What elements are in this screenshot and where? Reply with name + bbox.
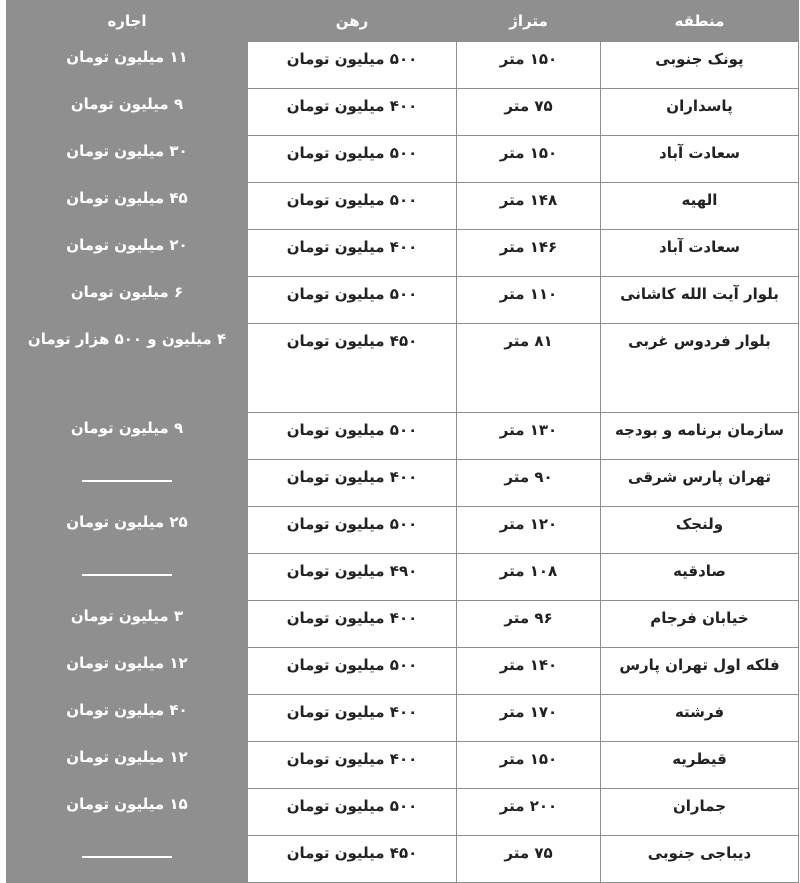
table-row <box>7 413 799 460</box>
cell-region: قیطریه <box>601 742 799 789</box>
cell-deposit: ۵۰۰ میلیون تومان <box>248 648 457 695</box>
cell-deposit: ۴۰۰ میلیون تومان <box>248 742 457 789</box>
cell-deposit: ۵۰۰ میلیون تومان <box>248 413 457 460</box>
cell-area: ۱۲۰ متر <box>457 507 601 554</box>
cell-rent: ۳ میلیون تومان <box>7 601 248 648</box>
cell-area: ۱۳۰ متر <box>457 413 601 460</box>
table-row <box>7 601 799 648</box>
cell-area: ۱۴۶ متر <box>457 230 601 277</box>
cell-deposit: ۴۵۰ میلیون تومان <box>248 324 457 413</box>
table-row <box>7 554 799 601</box>
table-body <box>7 42 799 883</box>
cell-deposit: ۴۰۰ میلیون تومان <box>248 601 457 648</box>
table-header-row <box>7 1 799 42</box>
cell-deposit: ۵۰۰ میلیون تومان <box>248 42 457 89</box>
empty-dash <box>82 480 172 482</box>
cell-area: ۱۵۰ متر <box>457 136 601 183</box>
cell-rent-empty <box>7 554 248 601</box>
table-row <box>7 460 799 507</box>
cell-region: ولنجک <box>601 507 799 554</box>
cell-area: ۱۵۰ متر <box>457 42 601 89</box>
cell-rent: ۱۱ میلیون تومان <box>7 42 248 89</box>
table-row <box>7 789 799 836</box>
cell-deposit: ۵۰۰ میلیون تومان <box>248 507 457 554</box>
cell-region: صادقیه <box>601 554 799 601</box>
cell-area: ۱۴۸ متر <box>457 183 601 230</box>
cell-deposit: ۵۰۰ میلیون تومان <box>248 789 457 836</box>
table-row <box>7 89 799 136</box>
cell-area: ۱۷۰ متر <box>457 695 601 742</box>
cell-rent: ۴۵ میلیون تومان <box>7 183 248 230</box>
cell-region: تهران پارس شرقی <box>601 460 799 507</box>
cell-rent: ۴ میلیون و ۵۰۰ هزار تومان <box>7 324 248 413</box>
cell-area: ۹۶ متر <box>457 601 601 648</box>
table-row <box>7 507 799 554</box>
table-row <box>7 183 799 230</box>
cell-region: بلوار آیت الله کاشانی <box>601 277 799 324</box>
cell-region: جماران <box>601 789 799 836</box>
table-row <box>7 836 799 883</box>
table-row <box>7 648 799 695</box>
cell-region: سعادت آباد <box>601 230 799 277</box>
table-row <box>7 742 799 789</box>
cell-deposit: ۴۰۰ میلیون تومان <box>248 695 457 742</box>
cell-rent: ۴۰ میلیون تومان <box>7 695 248 742</box>
cell-region: فرشته <box>601 695 799 742</box>
cell-rent: ۱۲ میلیون تومان <box>7 648 248 695</box>
cell-deposit: ۴۰۰ میلیون تومان <box>248 230 457 277</box>
cell-area: ۱۴۰ متر <box>457 648 601 695</box>
cell-area: ۷۵ متر <box>457 89 601 136</box>
cell-region: بلوار فردوس غربی <box>601 324 799 413</box>
cell-deposit: ۵۰۰ میلیون تومان <box>248 277 457 324</box>
table-row <box>7 277 799 324</box>
empty-dash <box>82 574 172 576</box>
table-row <box>7 324 799 413</box>
cell-region: فلکه اول تهران پارس <box>601 648 799 695</box>
cell-deposit: ۵۰۰ میلیون تومان <box>248 136 457 183</box>
rental-price-table <box>6 0 799 883</box>
cell-area: ۱۱۰ متر <box>457 277 601 324</box>
header-deposit: رهن <box>248 1 457 42</box>
table-row <box>7 230 799 277</box>
table-row <box>7 42 799 89</box>
cell-area: ۷۵ متر <box>457 836 601 883</box>
cell-area: ۸۱ متر <box>457 324 601 413</box>
header-rent: اجاره <box>7 1 248 42</box>
empty-dash <box>82 856 172 858</box>
cell-deposit: ۴۰۰ میلیون تومان <box>248 89 457 136</box>
cell-deposit: ۵۰۰ میلیون تومان <box>248 183 457 230</box>
cell-region: الهیه <box>601 183 799 230</box>
cell-region: سازمان برنامه و بودجه <box>601 413 799 460</box>
table-row <box>7 695 799 742</box>
cell-region: دیباجی جنوبی <box>601 836 799 883</box>
cell-deposit: ۴۹۰ میلیون تومان <box>248 554 457 601</box>
cell-rent: ۳۰ میلیون تومان <box>7 136 248 183</box>
cell-deposit: ۴۵۰ میلیون تومان <box>248 836 457 883</box>
cell-region: پونک جنوبی <box>601 42 799 89</box>
cell-rent: ۹ میلیون تومان <box>7 89 248 136</box>
cell-rent: ۲۰ میلیون تومان <box>7 230 248 277</box>
cell-area: ۱۵۰ متر <box>457 742 601 789</box>
cell-rent: ۶ میلیون تومان <box>7 277 248 324</box>
cell-rent: ۲۵ میلیون تومان <box>7 507 248 554</box>
header-region: منطقه <box>601 1 799 42</box>
cell-region: پاسداران <box>601 89 799 136</box>
cell-area: ۹۰ متر <box>457 460 601 507</box>
cell-rent: ۱۵ میلیون تومان <box>7 789 248 836</box>
cell-rent: ۱۲ میلیون تومان <box>7 742 248 789</box>
cell-rent-empty <box>7 836 248 883</box>
cell-region: خیابان فرجام <box>601 601 799 648</box>
cell-rent: ۹ میلیون تومان <box>7 413 248 460</box>
cell-area: ۲۰۰ متر <box>457 789 601 836</box>
table-row <box>7 136 799 183</box>
cell-area: ۱۰۸ متر <box>457 554 601 601</box>
cell-deposit: ۴۰۰ میلیون تومان <box>248 460 457 507</box>
cell-rent-empty <box>7 460 248 507</box>
cell-region: سعادت آباد <box>601 136 799 183</box>
header-area: متراژ <box>457 1 601 42</box>
